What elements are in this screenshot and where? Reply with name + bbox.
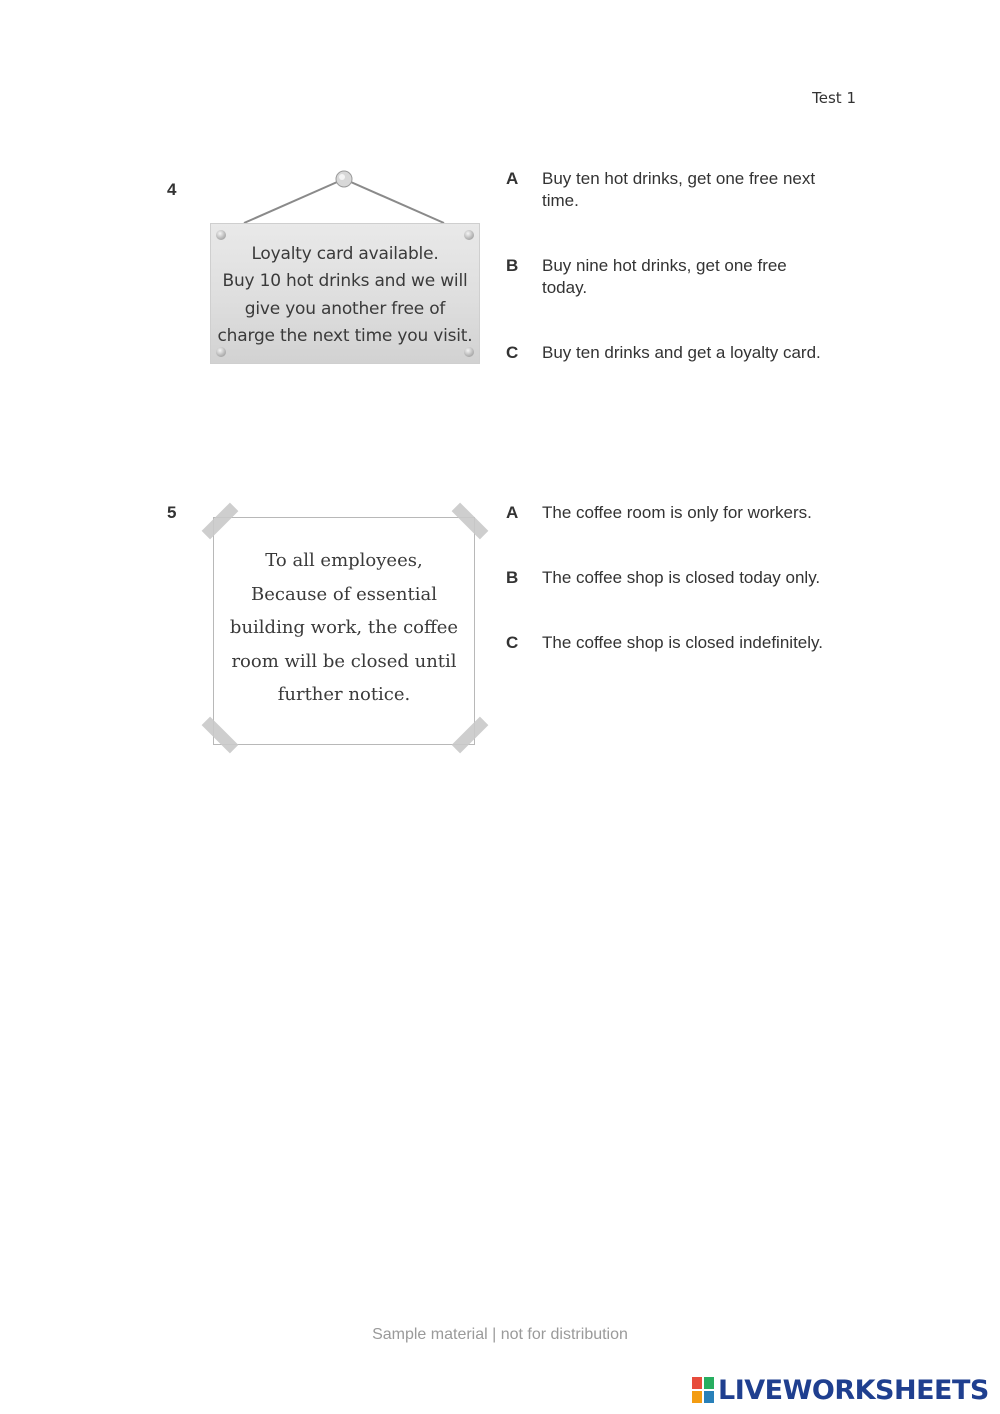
notice-line: Because of essential xyxy=(251,583,437,605)
option-5c[interactable] xyxy=(506,632,866,654)
sign-line: Buy 10 hot drinks and we will xyxy=(222,271,468,291)
notice-line: room will be closed until xyxy=(231,650,457,672)
pin-icon xyxy=(464,230,474,240)
notice-paper xyxy=(213,517,475,745)
option-letter: C xyxy=(506,633,519,652)
option-5b[interactable] xyxy=(506,567,866,589)
notice-line: further notice. xyxy=(277,684,411,706)
question-number-4: 4 xyxy=(167,180,177,199)
sign-line: charge the next time you visit. xyxy=(217,326,473,346)
notice-text xyxy=(230,544,458,712)
pin-icon xyxy=(216,347,226,357)
loyalty-sign xyxy=(210,223,480,364)
option-4a[interactable] xyxy=(506,168,836,212)
sign-line: give you another free of xyxy=(244,298,446,319)
pin-icon xyxy=(216,230,226,240)
option-letter: B xyxy=(506,256,519,275)
option-text: The coffee room is only for workers. xyxy=(542,503,812,522)
option-4c[interactable] xyxy=(506,342,836,364)
option-text: Buy nine hot drinks, get one free today. xyxy=(542,256,787,297)
brand-text: LIVEWORKSHEETS xyxy=(718,1374,989,1406)
option-text: The coffee shop is closed indefinitely. xyxy=(542,633,823,652)
option-letter: C xyxy=(506,343,519,362)
notice-line: building work, the coffee xyxy=(229,617,459,639)
footer-note: Sample material | not for distribution xyxy=(372,1326,628,1343)
taped-notice xyxy=(200,505,490,755)
question-number-5: 5 xyxy=(167,503,177,522)
option-text: Buy ten drinks and get a loyalty card. xyxy=(542,343,821,362)
option-4b[interactable] xyxy=(506,255,836,299)
option-letter: B xyxy=(506,568,519,587)
liveworksheets-icon xyxy=(692,1377,714,1403)
option-5a[interactable] xyxy=(506,502,866,524)
hanging-sign xyxy=(208,165,482,367)
option-text: The coffee shop is closed today only. xyxy=(542,568,821,587)
loyalty-sign-text xyxy=(218,241,473,351)
option-text: Buy ten hot drinks, get one free next time. xyxy=(542,169,816,210)
option-letter: A xyxy=(506,503,519,522)
sign-line: Loyalty card available. xyxy=(251,243,439,264)
liveworksheets-logo[interactable] xyxy=(692,1374,989,1406)
test-label: Test 1 xyxy=(812,89,856,107)
notice-line: To all employees, xyxy=(265,550,423,572)
option-letter: A xyxy=(506,169,519,188)
pin-icon xyxy=(464,347,474,357)
